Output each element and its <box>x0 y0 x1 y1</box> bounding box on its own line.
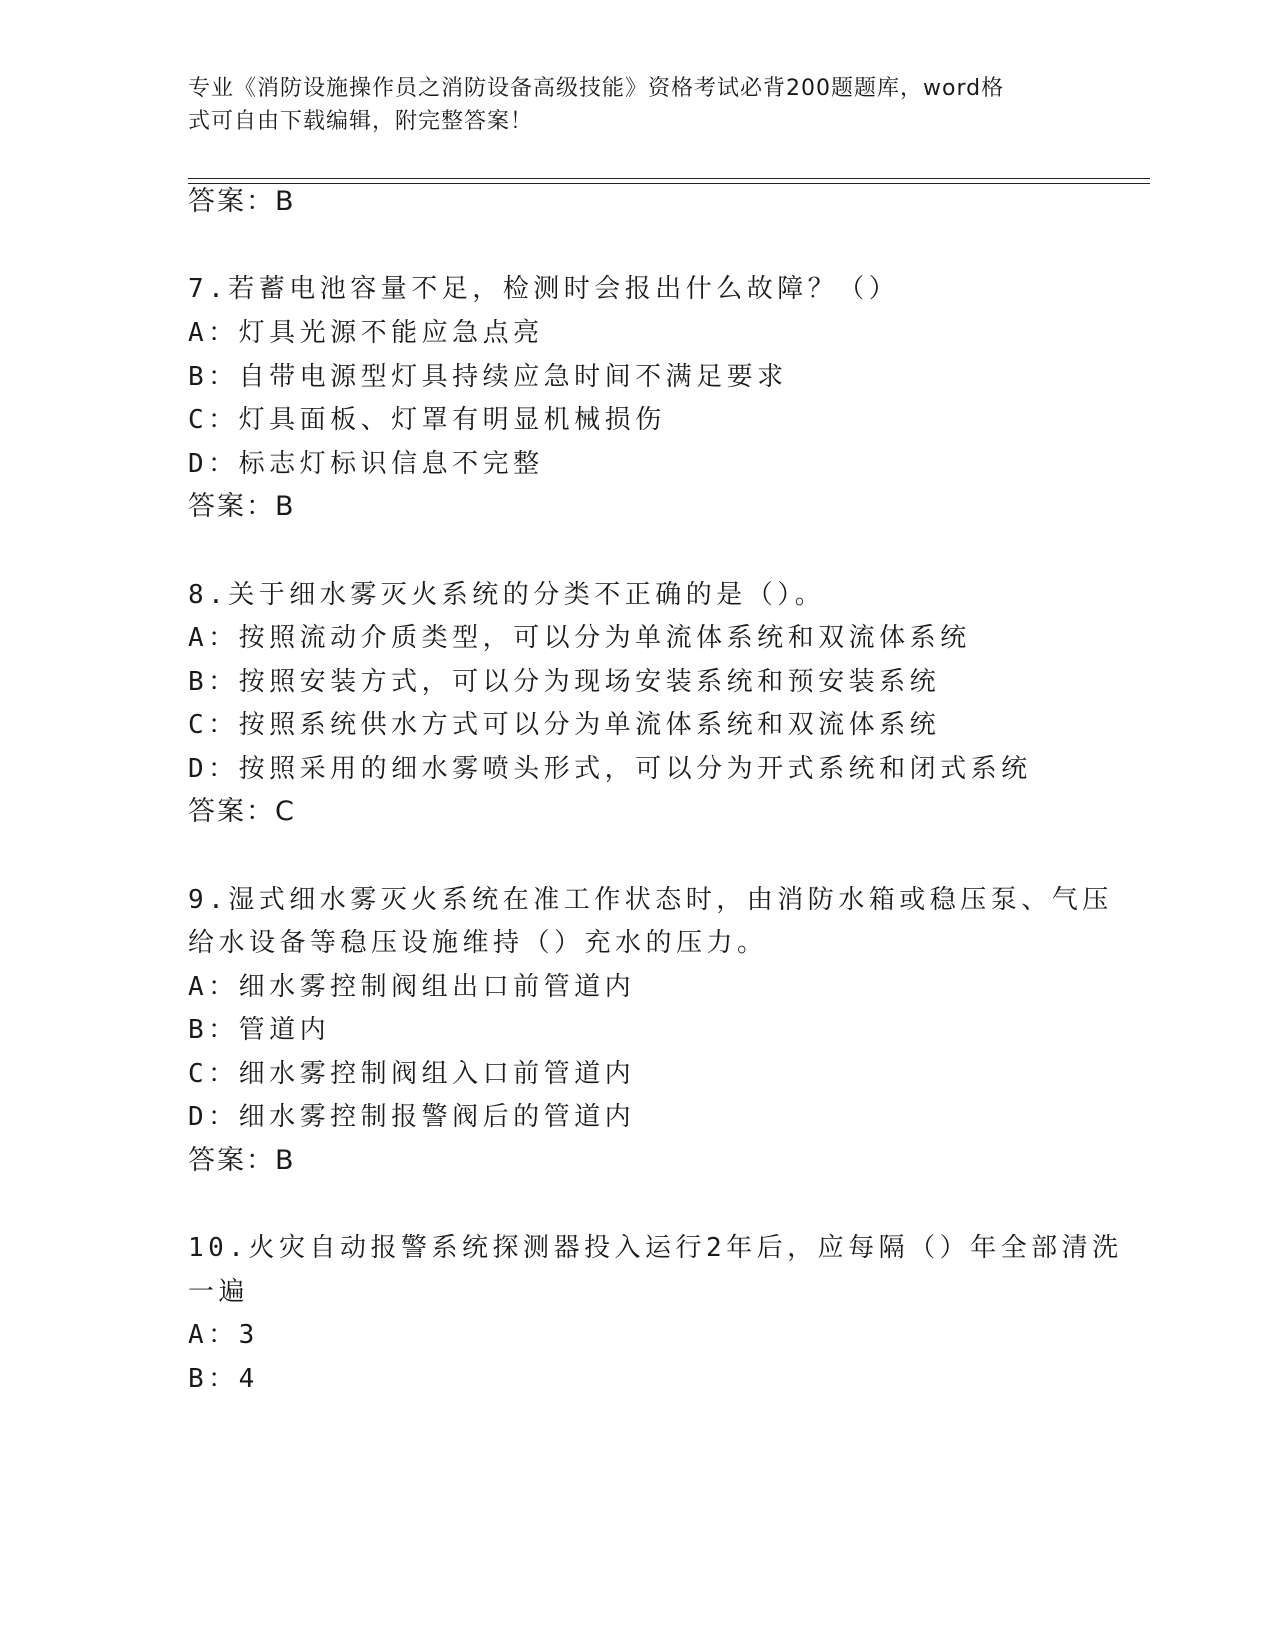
question-7-stem: 7.若蓄电池容量不足，检测时会报出什么故障？（） <box>188 274 900 304</box>
question-10-option-a: A：3 <box>188 1320 259 1350</box>
question-9-answer: 答案：B <box>188 1145 296 1176</box>
header-line-2: 式可自由下载编辑，附完整答案！ <box>188 109 534 134</box>
question-10-option-b: B：4 <box>188 1364 259 1394</box>
question-8-option-d: D：按照采用的细水雾喷头形式，可以分为开式系统和闭式系统 <box>188 754 1032 784</box>
question-7-option-b: B：自带电源型灯具持续应急时间不满足要求 <box>188 362 788 392</box>
question-9-option-a: A：细水雾控制阀组出口前管道内 <box>188 972 636 1002</box>
question-10-stem-line-2: 一遍 <box>188 1277 250 1307</box>
question-8-option-c: C：按照系统供水方式可以分为单流体系统和双流体系统 <box>188 710 941 740</box>
question-7-option-a: A：灯具光源不能应急点亮 <box>188 318 544 348</box>
question-9-option-c: C：细水雾控制阀组入口前管道内 <box>188 1059 636 1089</box>
question-8-option-a: A：按照流动介质类型，可以分为单流体系统和双流体系统 <box>188 623 971 653</box>
question-9-option-b: B：管道内 <box>188 1015 331 1045</box>
header-divider-top <box>188 178 1150 179</box>
header-line-1: 专业《消防设施操作员之消防设备高级技能》资格考试必背200题题库，word格 <box>188 76 1005 101</box>
question-10-stem-line-1: 10.火灾自动报警系统探测器投入运行2年后，应每隔（）年全部清洗 <box>188 1233 1123 1263</box>
question-9-stem-line-1: 9.湿式细水雾灭火系统在准工作状态时，由消防水箱或稳压泵、气压 <box>188 885 1113 915</box>
answer-prev: 答案：B <box>188 186 296 217</box>
question-8-answer: 答案：C <box>188 796 296 827</box>
question-9-option-d: D：细水雾控制报警阀后的管道内 <box>188 1102 636 1132</box>
header-divider-bottom <box>188 183 1150 184</box>
question-7-option-d: D：标志灯标识信息不完整 <box>188 449 544 479</box>
question-7-option-c: C：灯具面板、灯罩有明显机械损伤 <box>188 405 666 435</box>
question-8-option-b: B：按照安装方式，可以分为现场安装系统和预安装系统 <box>188 667 941 697</box>
question-7-answer: 答案：B <box>188 491 296 522</box>
document-header <box>188 72 1068 138</box>
question-9-stem-line-2: 给水设备等稳压设施维持（）充水的压力。 <box>188 928 768 958</box>
question-8-stem: 8.关于细水雾灭火系统的分类不正确的是（）。 <box>188 580 826 610</box>
